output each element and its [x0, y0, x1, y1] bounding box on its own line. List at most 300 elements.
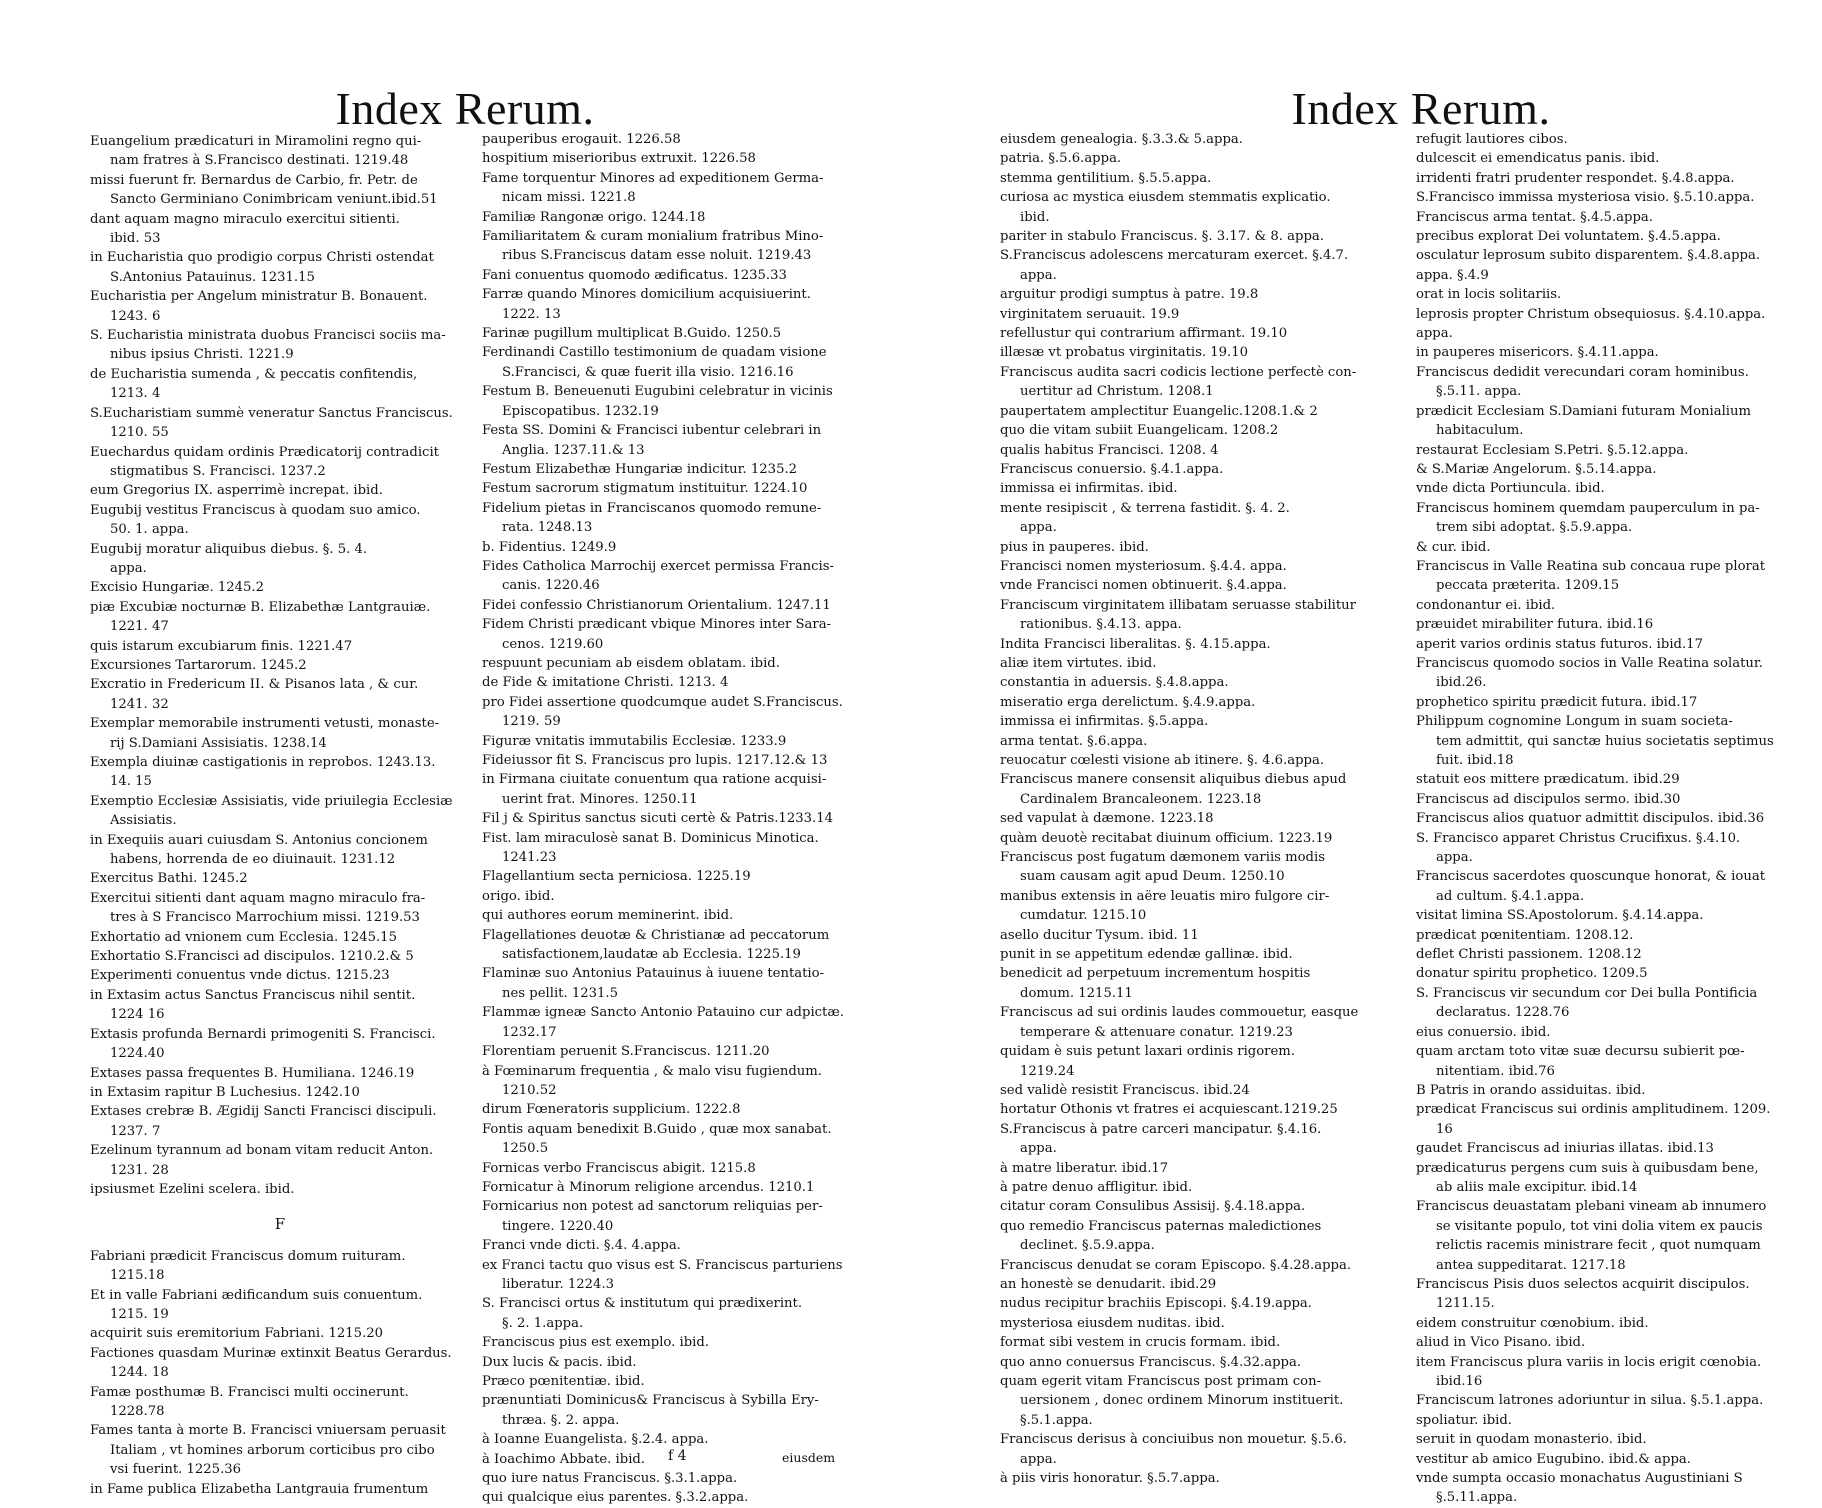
index-entry [90, 501, 470, 540]
index-entry [1000, 1081, 1405, 1100]
entry-line: Fidem Christi prædicant vbique Minores inter Sara- [482, 617, 832, 633]
left-catchword: eiusdem [782, 1450, 836, 1465]
index-entry [1000, 964, 1405, 1003]
index-entry [482, 130, 857, 149]
entry-line: Factiones quasdam Murinæ extinxit Beatus Gerardus. [90, 1345, 452, 1361]
entry-line: & S.Mariæ Angelorum. §.5.14.appa. [1416, 461, 1657, 477]
index-entry [1000, 1120, 1405, 1159]
entry-line: à Ioachimo Abbate. ibid. [482, 1451, 646, 1467]
entry-continuation-line: rij S.Damiani Assisiatis. 1238.14 [110, 735, 327, 751]
index-entry [1000, 635, 1405, 654]
entry-line: Fames tanta à morte B. Francisci vniuersam peruasit [90, 1423, 446, 1439]
entry-line: arguitur prodigi sumptus à patre. 19.8 [1000, 287, 1259, 303]
entry-line: Exercitus Bathi. 1245.2 [90, 871, 248, 887]
index-entry [1416, 188, 1816, 207]
entry-line: Franciscus hominem quemdam pauperculum in pa- [1416, 500, 1760, 516]
entry-line: Franciscus in Valle Reatina sub concaua rupe plorat [1416, 558, 1765, 574]
entry-continuation-line: 1237. 7 [110, 1123, 161, 1139]
entry-continuation-line: Sancto Germiniano Conimbricam veniunt.ibid.51 [110, 192, 438, 208]
entry-line: Eucharistia per Angelum ministratur B. Bonauent. [90, 289, 428, 305]
index-entry [1000, 188, 1405, 227]
index-entry [1000, 1178, 1405, 1197]
index-entry [1000, 1256, 1405, 1275]
entry-continuation-line: cenos. 1219.60 [502, 636, 604, 652]
index-entry [90, 598, 470, 637]
index-entry [1416, 867, 1816, 906]
index-entry [482, 673, 857, 692]
index-entry [482, 1391, 857, 1430]
entry-line: Franciscus ad sui ordinis laudes commouetur, easque [1000, 1005, 1359, 1021]
entry-continuation-line: §.5.11.appa. [1436, 1490, 1518, 1506]
entry-line: mente resipiscit , & terrena fastidit. §. 4. 2. [1000, 500, 1290, 516]
entry-line: quo die vitam subiit Euangelicam. 1208.2 [1000, 423, 1279, 439]
entry-line: missi fuerunt fr. Bernardus de Carbio, fr. Petr. de [90, 172, 418, 188]
index-entry [1000, 673, 1405, 692]
entry-continuation-line: 1221. 47 [110, 619, 169, 635]
index-entry [1000, 305, 1405, 324]
index-entry [482, 1062, 857, 1101]
entry-continuation-line: ibid.16 [1436, 1374, 1483, 1389]
index-entry [90, 831, 470, 870]
index-entry [90, 869, 470, 888]
entry-line: quo remedio Franciscus paternas maledictiones [1000, 1218, 1322, 1234]
index-entry [482, 887, 857, 906]
entry-line: Extases passa frequentes B. Humiliana. 1246.19 [90, 1065, 415, 1081]
index-entry [1000, 1217, 1405, 1256]
index-entry [1416, 615, 1816, 634]
entry-line: Indita Francisci liberalitas. §. 4.15.appa. [1000, 636, 1271, 652]
entry-continuation-line: declinet. §.5.9.appa. [1020, 1238, 1155, 1254]
index-entry [482, 324, 857, 343]
index-entry [1416, 246, 1816, 265]
entry-continuation-line: nibus ipsius Christi. 1221.9 [110, 347, 294, 363]
entry-line: in Exequiis auari cuiusdam S. Antonius concionem [90, 832, 428, 848]
entry-line: prænuntiati Dominicus& Franciscus à Sybilla Ery- [482, 1393, 819, 1409]
index-entry [1000, 246, 1405, 285]
entry-line: S.Franciscus adolescens mercaturam exercet. §.4.7. [1000, 248, 1349, 264]
entry-line: Euangelium prædicaturi in Miramolini regno qui- [90, 134, 422, 149]
index-entry [90, 1421, 470, 1479]
entry-continuation-line: Episcopatibus. 1232.19 [502, 403, 659, 419]
index-entry [1416, 266, 1816, 285]
index-entry [1000, 557, 1405, 576]
index-entry [482, 557, 857, 596]
entry-line: Dux lucis & pacis. ibid. [482, 1354, 637, 1370]
entry-line: manibus extensis in aëre leuatis miro fulgore cir- [1000, 888, 1330, 904]
entry-line: Franciscus Pisis duos selectos acquirit discipulos. [1416, 1276, 1750, 1292]
index-entry [1416, 790, 1816, 809]
entry-line: Franciscus quomodo socios in Valle Reatina solatur. [1416, 655, 1763, 671]
entry-line: orat in locis solitariis. [1416, 287, 1562, 303]
entry-line: S. Francisco apparet Christus Crucifixus. §.4.10. [1416, 830, 1741, 846]
entry-line: & cur. ibid. [1416, 539, 1491, 555]
index-entry [482, 615, 857, 654]
index-entry [1416, 635, 1816, 654]
index-entry [1416, 538, 1816, 557]
index-entry [1416, 1353, 1816, 1392]
entry-line: irridenti fratri prudenter respondet. §.4.8.appa. [1416, 170, 1735, 186]
entry-line: nudus recipitur brachiis Episcopi. §.4.19.appa. [1000, 1296, 1312, 1312]
entry-line: eum Gregorius IX. asperrimè increpat. ibid. [90, 483, 383, 499]
entry-line: Franciscus deuastatam plebani vineam ab innumero [1416, 1199, 1767, 1215]
entry-line: Farinæ pugillum multiplicat B.Guido. 1250.5 [482, 326, 782, 342]
entry-line: Festum Elizabethæ Hungariæ indicitur. 1235.2 [482, 461, 798, 477]
entry-line: prædicit Ecclesiam S.Damiani futuram Monialium [1416, 403, 1752, 419]
entry-continuation-line: trem sibi adoptat. §.5.9.appa. [1436, 520, 1633, 536]
index-entry [1416, 770, 1816, 789]
entry-line: citatur coram Consulibus Assisij. §.4.18.appa. [1000, 1199, 1306, 1215]
index-entry [90, 1286, 470, 1325]
index-entry [1416, 1391, 1816, 1410]
entry-line: virginitatem seruauit. 19.9 [1000, 306, 1180, 322]
entry-line: in Eucharistia quo prodigio corpus Christi ostendat [90, 250, 434, 266]
index-entry [1416, 1430, 1816, 1449]
entry-line: de Fide & imitatione Christi. 1213. 4 [482, 675, 729, 691]
entry-line: aliæ item virtutes. ibid. [1000, 655, 1157, 671]
entry-line: dulcescit ei emendicatus panis. ibid. [1416, 151, 1660, 167]
index-entry [1000, 460, 1405, 479]
index-entry [1416, 460, 1816, 479]
entry-line: quidam è suis petunt laxari ordinis rigorem. [1000, 1044, 1295, 1060]
entry-line: Franciscus derisus à conciuibus non mouetur. §.5.6. [1000, 1432, 1347, 1448]
index-entry [90, 1247, 470, 1286]
index-entry [1416, 1023, 1816, 1042]
entry-line: qui authores eorum meminerint. ibid. [482, 908, 734, 924]
index-entry [1000, 848, 1405, 887]
index-entry [90, 1141, 470, 1180]
entry-continuation-line: nes pellit. 1231.5 [502, 985, 618, 1001]
index-entry [1416, 402, 1816, 441]
entry-continuation-line: 1210. 55 [110, 425, 169, 441]
entry-line: constantia in aduersis. §.4.8.appa. [1000, 675, 1229, 691]
entry-line: Franci vnde dicti. §.4. 4.appa. [482, 1238, 681, 1254]
entry-line: format sibi vestem in crucis formam. ibid. [1000, 1335, 1281, 1351]
entry-line: Extases crebræ B. Ægidij Sancti Francisci discipuli. [90, 1104, 437, 1120]
entry-line: asello ducitur Tysum. ibid. 11 [1000, 927, 1199, 943]
entry-continuation-line: Italiam , vt homines arborum corticibus pro cibo [110, 1442, 435, 1458]
entry-continuation-line: appa. [1020, 267, 1057, 283]
entry-line: quis istarum excubiarum finis. 1221.47 [90, 638, 353, 654]
entry-line: Excratio in Fredericum II. & Pisanos lata , & cur. [90, 677, 419, 693]
index-entry [90, 210, 470, 249]
entry-line: seruit in quodam monasterio. ibid. [1416, 1432, 1647, 1448]
index-entry [1000, 809, 1405, 828]
entry-continuation-line: 1241. 32 [110, 696, 169, 712]
entry-line: illæsæ vt probatus virginitatis. 19.10 [1000, 345, 1249, 361]
index-entry [1000, 693, 1405, 712]
index-entry [1000, 732, 1405, 751]
index-entry [90, 326, 470, 365]
left-page [0, 0, 870, 1506]
entry-line: Festum B. Beneuenuti Eugubini celebratur in vicinis [482, 384, 833, 400]
entry-continuation-line: 1231. 28 [110, 1162, 169, 1178]
index-entry [1416, 693, 1816, 712]
entry-line: à patre denuo affligitur. ibid. [1000, 1179, 1193, 1195]
index-entry [482, 1042, 857, 1061]
entry-continuation-line: nam fratres à S.Francisco destinati. 1219.48 [110, 153, 409, 169]
index-entry [1000, 441, 1405, 460]
entry-continuation-line: 1219.24 [1020, 1063, 1075, 1079]
index-entry [90, 1383, 470, 1422]
index-entry [482, 208, 857, 227]
entry-line: Franciscus alios quatuor admittit discipulos. ibid.36 [1416, 811, 1765, 827]
entry-line: Eugubij moratur aliquibus diebus. §. 5. 4. [90, 541, 368, 557]
index-entry [1000, 1197, 1405, 1216]
entry-line: Fil j & Spiritus sanctus sicuti certè & Patris.1233.14 [482, 811, 833, 827]
entry-continuation-line: tem admittit, qui sanctæ huius societatis septimus [1436, 733, 1774, 749]
index-entry [1000, 499, 1405, 538]
entry-line: S. Eucharistia ministrata duobus Francisci sociis ma- [90, 328, 446, 344]
entry-continuation-line: appa. [1020, 1141, 1057, 1157]
entry-line: quàm deuotè recitabat diuinum officium. 1223.19 [1000, 830, 1333, 846]
entry-line: acquirit suis eremitorium Fabriani. 1215.20 [90, 1326, 384, 1342]
entry-continuation-line: uertitur ad Christum. 1208.1 [1020, 384, 1214, 400]
entry-line: respuunt pecuniam ab eisdem oblatam. ibid. [482, 655, 780, 671]
entry-continuation-line: 1241.23 [502, 850, 557, 866]
entry-continuation-line: Cardinalem Brancaleonem. 1223.18 [1020, 791, 1262, 807]
entry-line: dant aquam magno miraculo exercitui sitienti. [90, 211, 400, 227]
left-column-2 [482, 130, 857, 1506]
entry-line: appa. [1416, 326, 1453, 342]
entry-continuation-line: 1215. 19 [110, 1306, 169, 1322]
entry-line: à Ioanne Euangelista. §.2.4. appa. [482, 1432, 709, 1448]
entry-line: in Extasim rapitur B Luchesius. 1242.10 [90, 1084, 360, 1100]
index-entry [1000, 1042, 1405, 1081]
entry-continuation-line: appa. [110, 560, 147, 576]
index-entry [482, 906, 857, 925]
index-entry [1000, 751, 1405, 770]
entry-line: Fideiussor fit S. Franciscus pro lupis. 1217.12.& 13 [482, 753, 828, 768]
entry-line: dirum Fœneratoris supplicium. 1222.8 [482, 1102, 741, 1118]
index-entry [1416, 363, 1816, 402]
entry-continuation-line: 1219. 59 [502, 714, 561, 730]
index-entry [482, 1353, 857, 1372]
index-entry [1000, 324, 1405, 343]
index-entry [482, 382, 857, 421]
entry-continuation-line: 1210.52 [502, 1082, 557, 1098]
index-entry [482, 732, 857, 751]
index-entry [482, 266, 857, 285]
entry-continuation-line: uersionem , donec ordinem Minorum instituerit. [1020, 1393, 1344, 1409]
index-entry [1416, 809, 1816, 828]
left-column-1 [90, 132, 470, 1497]
entry-continuation-line: declaratus. 1228.76 [1436, 1005, 1570, 1021]
entry-line: S.Franciscus à patre carceri mancipatur. §.4.16. [1000, 1121, 1322, 1137]
entry-line: Exercitui sitienti dant aquam magno miraculo fra- [90, 890, 426, 906]
index-entry [482, 343, 857, 382]
entry-line: item Franciscus plura variis in locis erigit cœnobia. [1416, 1354, 1762, 1370]
entry-line: præuidet mirabiliter futura. ibid.16 [1416, 617, 1654, 633]
entry-line: eiusdem genealogia. §.3.3.& 5.appa. [1000, 132, 1243, 147]
entry-continuation-line: 50. 1. appa. [110, 522, 189, 538]
index-entry [482, 460, 857, 479]
entry-line: stemma gentilitium. §.5.5.appa. [1000, 170, 1212, 186]
left-signature-mark: f 4 [668, 1448, 687, 1464]
index-entry [482, 499, 857, 538]
entry-line: immissa ei infirmitas. §.5.appa. [1000, 714, 1209, 730]
entry-continuation-line: vsi fuerint. 1225.36 [110, 1462, 242, 1478]
entry-line: vnde dicta Portiuncula. ibid. [1416, 481, 1605, 497]
index-entry [1000, 945, 1405, 964]
index-entry [482, 285, 857, 324]
index-entry [1416, 169, 1816, 188]
index-entry [90, 1102, 470, 1141]
index-entry [482, 479, 857, 498]
entry-line: Flagellantium secta perniciosa. 1225.19 [482, 869, 751, 885]
index-entry [90, 540, 470, 579]
entry-line: Ferdinandi Castillo testimonium de quadam visione [482, 345, 827, 361]
index-entry [90, 132, 470, 171]
entry-line: Excursiones Tartarorum. 1245.2 [90, 657, 307, 673]
entry-continuation-line: Assisiatis. [110, 813, 177, 829]
entry-line: Ezelinum tyrannum ad bonam vitam reducit Anton. [90, 1143, 434, 1159]
entry-line: donatur spiritu prophetico. 1209.5 [1416, 966, 1648, 982]
index-entry [482, 1159, 857, 1178]
right-column-1 [1000, 130, 1405, 1487]
index-entry [1000, 1294, 1405, 1313]
index-entry [1000, 926, 1405, 945]
index-entry [1000, 169, 1405, 188]
index-entry [1000, 829, 1405, 848]
entry-continuation-line: §.5.11. appa. [1436, 384, 1522, 400]
index-entry [1000, 363, 1405, 402]
entry-line: qui qualcique eius parentes. §.3.2.appa. [482, 1490, 749, 1506]
entry-continuation-line: appa. [1020, 520, 1057, 536]
entry-line: in pauperes misericors. §.4.11.appa. [1416, 345, 1659, 361]
entry-line: ipsiusmet Ezelini scelera. ibid. [90, 1181, 295, 1197]
right-column-2 [1416, 130, 1816, 1506]
entry-continuation-line: 1222. 13 [502, 306, 561, 322]
index-entry [1416, 1333, 1816, 1352]
index-entry [482, 751, 857, 770]
entry-line: punit in se appetitum edendæ gallinæ. ibid. [1000, 947, 1293, 963]
entry-continuation-line: 1232.17 [502, 1024, 557, 1040]
entry-line: prædicat Franciscus sui ordinis amplitudinem. 1209. [1416, 1102, 1771, 1118]
entry-line: Euechardus quidam ordinis Prædicatorij contradicit [90, 444, 439, 460]
entry-line: pius in pauperes. ibid. [1000, 539, 1149, 555]
index-entry [1000, 1314, 1405, 1333]
index-entry [482, 809, 857, 828]
entry-line: Figuræ vnitatis immutabilis Ecclesiæ. 1233.9 [482, 733, 787, 749]
entry-line: Famæ posthumæ B. Francisci multi occinerunt. [90, 1384, 409, 1400]
index-entry [90, 1324, 470, 1343]
index-entry [482, 654, 857, 673]
right-page [980, 0, 1822, 1506]
entry-line: S.Eucharistiam summè veneratur Sanctus Franciscus. [90, 405, 453, 421]
entry-line: Flaminæ suo Antonius Patauinus à iuuene tentatio- [482, 966, 825, 982]
index-entry [482, 926, 857, 965]
entry-line: pauperibus erogauit. 1226.58 [482, 132, 681, 147]
entry-continuation-line: nicam missi. 1221.8 [502, 190, 636, 206]
entry-line: B Patris in orando assiduitas. ibid. [1416, 1082, 1646, 1098]
index-entry [482, 1120, 857, 1159]
entry-continuation-line: thræa. §. 2. appa. [502, 1412, 620, 1428]
index-entry [1416, 441, 1816, 460]
entry-line: Franciscus manere consensit aliquibus diebus apud [1000, 772, 1347, 788]
entry-line: Franciscum latrones adoriuntur in silua. §.5.1.appa. [1416, 1393, 1764, 1409]
index-entry [482, 169, 857, 208]
index-entry [1000, 538, 1405, 557]
index-entry [1416, 1197, 1816, 1275]
entry-continuation-line: uerint frat. Minores. 1250.11 [502, 791, 698, 807]
index-entry [90, 365, 470, 404]
index-entry [482, 1197, 857, 1236]
index-entry [482, 596, 857, 615]
index-entry [1000, 1003, 1405, 1042]
entry-line: Familiaritatem & curam monialium fratribus Mino- [482, 229, 824, 245]
section-letter: F [274, 1215, 286, 1234]
entry-line: eidem construitur cœnobium. ibid. [1416, 1315, 1649, 1331]
entry-continuation-line: rationibus. §.4.13. appa. [1020, 617, 1182, 633]
entry-line: Et in valle Fabriani ædificandum suis conuentum. [90, 1287, 423, 1303]
index-entry [1000, 1372, 1405, 1430]
index-entry [1416, 1100, 1816, 1139]
index-entry [482, 1430, 857, 1449]
entry-continuation-line: 1213. 4 [110, 386, 161, 402]
entry-line: Franciscus ad discipulos sermo. ibid.30 [1416, 791, 1681, 807]
entry-line: patria. §.5.6.appa. [1000, 151, 1122, 167]
entry-line: Fist. lam miraculosè sanat B. Dominicus Minotica. [482, 830, 819, 846]
index-entry [1000, 770, 1405, 809]
entry-continuation-line: appa. [1020, 1451, 1057, 1467]
entry-continuation-line: 1224 16 [110, 1007, 165, 1023]
entry-line: quo anno conuersus Franciscus. §.4.32.appa. [1000, 1354, 1302, 1370]
entry-continuation-line: tingere. 1220.40 [502, 1218, 614, 1234]
entry-line: mysteriosa eiusdem nuditas. ibid. [1000, 1315, 1225, 1331]
entry-line: à matre liberatur. ibid.17 [1000, 1160, 1169, 1176]
entry-line: S. Francisci ortus & institutum qui prædixerint. [482, 1296, 803, 1312]
index-entry [482, 964, 857, 1003]
entry-line: osculatur leprosum subito disparentem. §.4.8.appa. [1416, 248, 1761, 264]
entry-line: gaudet Franciscus ad iniurias illatas. ibid.13 [1416, 1141, 1714, 1157]
index-entry [90, 171, 470, 210]
index-entry [482, 1003, 857, 1042]
entry-continuation-line: satisfactionem,laudatæ ab Ecclesia. 1225.19 [502, 947, 801, 963]
entry-line: aperit varios ordinis status futuros. ibid.17 [1416, 636, 1703, 652]
entry-line: Exemptio Ecclesiæ Assisiatis, vide priuilegia Ecclesiæ [90, 793, 453, 809]
entry-continuation-line: 1250.5 [502, 1141, 549, 1157]
index-entry [90, 753, 470, 792]
index-entry [1416, 557, 1816, 596]
left-page-title: Index Rerum. [335, 83, 595, 134]
entry-line: Francisci nomen mysteriosum. §.4.4. appa. [1000, 558, 1287, 574]
entry-line: Florentiam peruenit S.Franciscus. 1211.20 [482, 1044, 770, 1060]
index-entry [90, 1344, 470, 1383]
index-entry [1416, 829, 1816, 868]
index-entry [482, 227, 857, 266]
index-entry [1416, 1139, 1816, 1158]
index-entry [90, 637, 470, 656]
entry-continuation-line: relictis racemis ministrare fecit , quot numquam [1436, 1238, 1761, 1254]
index-entry [482, 1294, 857, 1333]
entry-line: b. Fidentius. 1249.9 [482, 539, 617, 555]
index-entry [1416, 1159, 1816, 1198]
index-entry [1416, 1469, 1816, 1508]
index-entry [1416, 285, 1816, 304]
index-entry [1000, 149, 1405, 168]
index-entry [482, 770, 857, 809]
index-entry [1416, 305, 1816, 324]
index-entry [1000, 1333, 1405, 1352]
entry-line: Fidei confessio Christianorum Orientalium. 1247.11 [482, 597, 831, 613]
index-entry [1000, 654, 1405, 673]
entry-continuation-line: stigmatibus S. Francisci. 1237.2 [110, 463, 326, 479]
entry-line: Franciscus post fugatum dæmonem variis modis [1000, 850, 1325, 866]
index-entry [1000, 1159, 1405, 1178]
entry-line: Fame torquentur Minores ad expeditionem Germa- [482, 170, 824, 186]
entry-line: condonantur ei. ibid. [1416, 597, 1556, 613]
entry-line: arma tentat. §.6.appa. [1000, 733, 1148, 749]
